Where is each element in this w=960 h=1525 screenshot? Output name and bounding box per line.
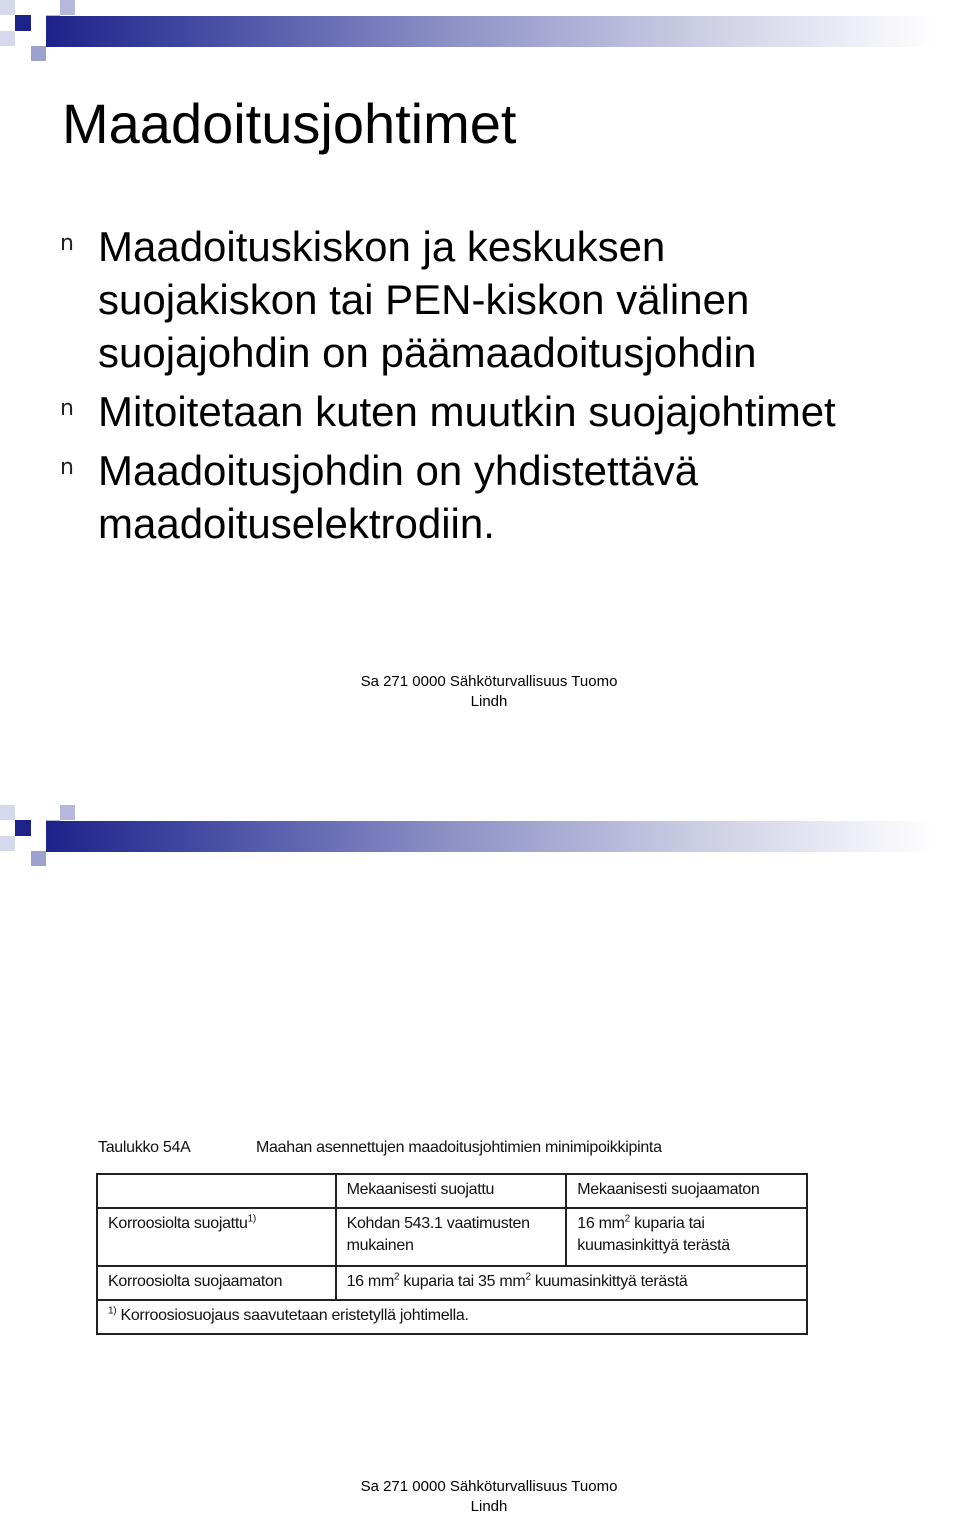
table-row xyxy=(97,1208,807,1266)
cell-text: 16 mm xyxy=(346,1273,394,1290)
table-cell: Korroosiolta suojaamaton xyxy=(97,1266,336,1300)
table-caption xyxy=(96,1135,812,1161)
slide-footer: Sa 271 0000 Sähköturvallisuus Tuomo Lindh xyxy=(360,673,618,710)
bullet-marker: n xyxy=(60,231,74,256)
bullet-marker: n xyxy=(60,396,74,421)
bullet-text: Mitoitetaan kuten muutkin suojajohtimet xyxy=(98,388,836,435)
table-footnote xyxy=(97,1300,807,1334)
bullet-item xyxy=(60,444,940,550)
slide-footer: Sa 271 0000 Sähköturvallisuus Tuomo Lindh xyxy=(360,1478,618,1515)
bullet-item xyxy=(60,385,940,438)
cell-text: kuparia tai 35 mm xyxy=(399,1273,526,1290)
bullet-text: Maadoituskiskon ja keskuksen suojakiskon tai PEN-kiskon välinen suojajohdin on päämaadoitusjohdin xyxy=(98,223,757,376)
table-cell: Kohdan 543.1 vaatimusten mukainen xyxy=(336,1208,567,1266)
table-cell xyxy=(566,1208,807,1266)
table-cell xyxy=(336,1266,807,1300)
table-title: Maahan asennettujen maadoitusjohtimien minimipoikkipinta xyxy=(256,1139,662,1156)
slide-1 xyxy=(0,0,960,720)
cross-section-table xyxy=(96,1173,808,1335)
cell-text: 16 mm xyxy=(577,1215,625,1232)
superscript: 2 xyxy=(525,1271,531,1283)
table-number: Taulukko 54A xyxy=(98,1139,191,1156)
table-header-cell: Mekaanisesti suojattu xyxy=(336,1174,567,1208)
header-gradient-bar xyxy=(46,16,936,47)
superscript: 2 xyxy=(393,1271,400,1283)
slide-2 xyxy=(0,805,960,1525)
table-figure xyxy=(96,1135,812,1335)
footnote-text: Korroosiosuojaus saavutetaan eristetyllä johtimella. xyxy=(116,1307,469,1324)
bullet-list xyxy=(60,220,940,550)
bullet-marker: n xyxy=(60,455,74,480)
table-footnote-row xyxy=(97,1300,807,1334)
cell-text: kuparia tai kuumasinkittyä terästä xyxy=(577,1215,730,1254)
superscript: 2 xyxy=(624,1213,630,1225)
bullet-item xyxy=(60,220,940,379)
row-label: Korroosiolta suojattu xyxy=(108,1215,248,1232)
footnote-mark: 1) xyxy=(108,1305,117,1317)
slide-title: Maadoitusjohtimet xyxy=(62,92,517,155)
bullet-text: Maadoitusjohdin on yhdistettävä maadoituselektrodiin. xyxy=(98,447,699,547)
header-gradient-bar xyxy=(46,821,936,852)
footnote-ref: 1) xyxy=(247,1213,256,1225)
table-cell xyxy=(97,1208,336,1266)
cell-text: kuumasinkittyä terästä xyxy=(530,1273,688,1290)
table-row xyxy=(97,1266,807,1300)
table-header-row xyxy=(97,1174,807,1208)
table-header-cell xyxy=(97,1174,336,1208)
table-header-cell: Mekaanisesti suojaamaton xyxy=(566,1174,807,1208)
